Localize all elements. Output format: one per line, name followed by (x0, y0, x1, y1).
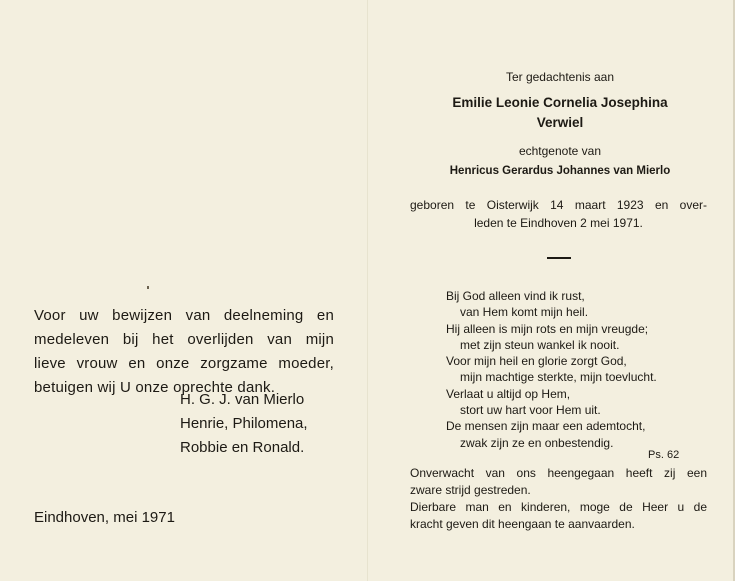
psalm-line: zwak zijn ze en onbestendig. (460, 435, 614, 450)
psalm-line: Hij alleen is mijn rots en mijn vreugde; (446, 321, 649, 336)
thanks-line: Voor uw bewijzen van deelneming en (34, 307, 334, 324)
born-line: geboren te Oisterwijk 14 maart 1923 en over- (410, 198, 707, 212)
thanks-text (34, 304, 334, 400)
psalm-line: Voor mijn heil en glorie zorgt God, (446, 354, 627, 369)
psalm-verse (446, 288, 657, 451)
psalm-line: De mensen zijn maar een ademtocht, (446, 419, 646, 434)
closing-text (410, 465, 707, 533)
closing-line: Onverwacht van ons heengegaan heeft zij een (410, 466, 707, 480)
died-line: leden te Eindhoven 2 mei 1971. (474, 216, 643, 230)
name-line: Emilie Leonie Cornelia Josephina (452, 95, 668, 110)
psalm-line: van Hem komt mijn heil. (460, 305, 589, 320)
intro-text: Ter gedachtenis aan (505, 70, 615, 84)
husband-name: Henricus Gerardus Johannes van Mierlo (449, 165, 671, 177)
signer-line: Robbie en Ronald. (180, 439, 305, 456)
card-fold-line (367, 0, 368, 581)
closing-line: Dierbare man en kinderen, moge de Heer u de (410, 500, 707, 514)
signer-line: Henrie, Philomena, (180, 415, 308, 432)
psalm-line: stort uw hart voor Hem uit. (460, 403, 601, 418)
separator-dash (547, 257, 571, 259)
closing-line: zware strijd gestreden. (410, 483, 531, 497)
deceased-name (410, 93, 710, 133)
paper-speck (147, 286, 149, 289)
psalm-line: Verlaat u altijd op Hem, (446, 386, 571, 401)
thanks-line: betuigen wij U onze oprechte dank. (34, 379, 276, 396)
relation-text: echtgenote van (518, 144, 602, 158)
psalm-line: mijn machtige sterkte, mijn toevlucht. (460, 370, 657, 385)
closing-line: kracht geven dit heengaan te aanvaarden. (410, 517, 635, 531)
signer-line: H. G. J. van Mierlo (180, 391, 305, 408)
thanks-line: medeleven bij het overlijden van mijn (34, 331, 334, 348)
place-date: Eindhoven, mei 1971 (34, 509, 175, 526)
surname-line: Verwiel (536, 115, 584, 130)
thanks-block (34, 304, 334, 400)
psalm-reference: Ps. 62 (648, 449, 680, 461)
psalm-line: Bij God alleen vind ik rust, (446, 289, 585, 303)
birth-death-text (410, 196, 707, 232)
signers-block (180, 388, 308, 460)
thanks-line: lieve vrouw en onze zorgzame moeder, (34, 355, 334, 372)
psalm-line: met zijn steun wankel ik nooit. (460, 337, 620, 352)
